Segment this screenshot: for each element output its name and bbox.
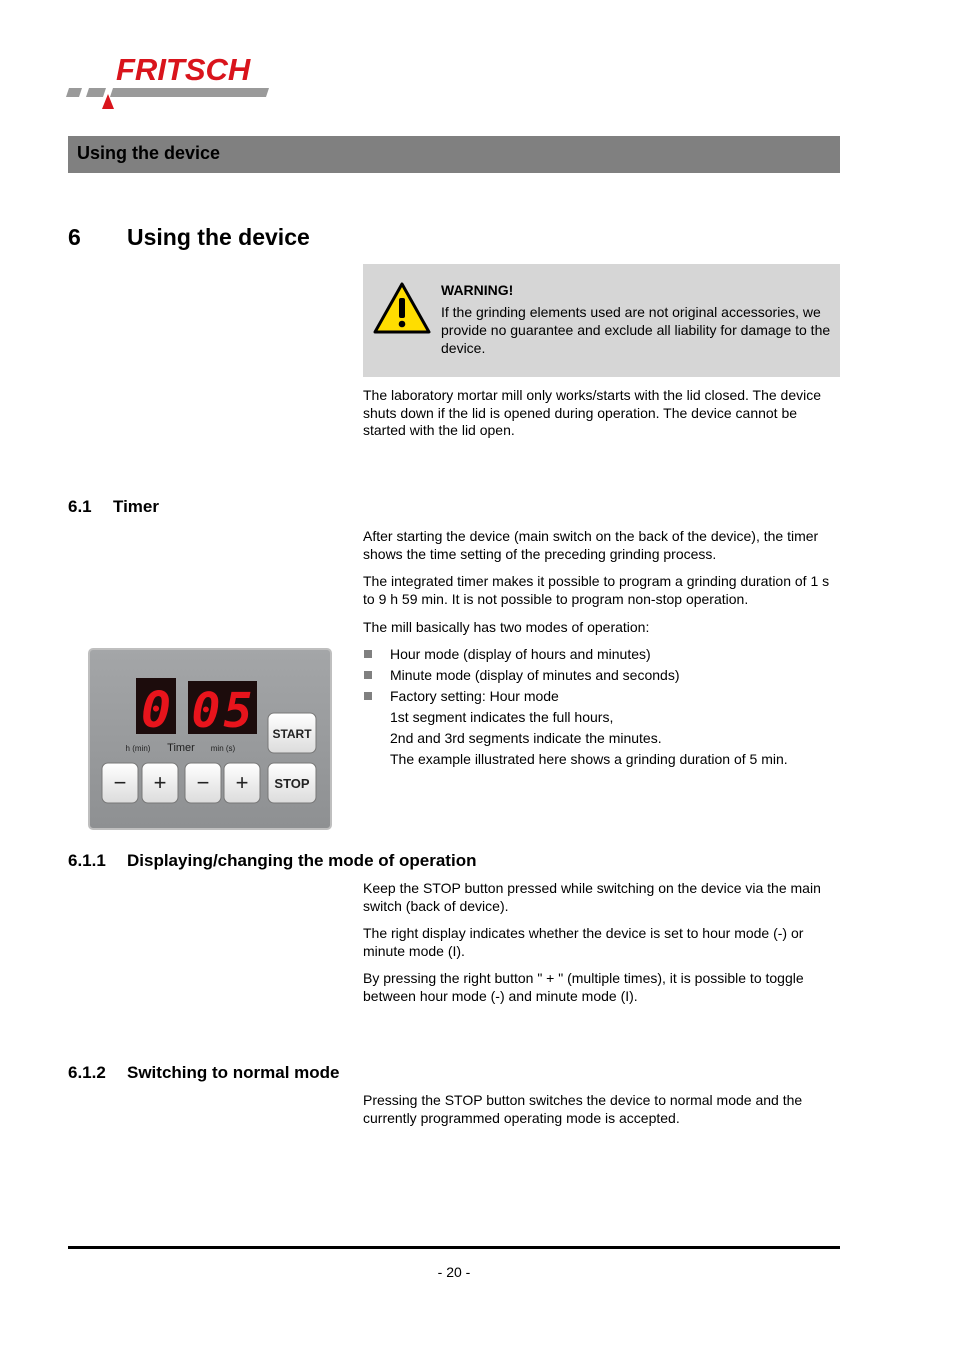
section-normal-heading	[68, 1063, 340, 1083]
section-timer-title: Timer	[113, 497, 159, 516]
svg-text:−: −	[113, 770, 127, 795]
warning-text: If the grinding elements used are not original accessories, we provide no guarantee and exclude all liability for damage to the device.	[441, 304, 831, 356]
page-number: - 20 -	[437, 1264, 471, 1280]
svg-text:+: +	[235, 770, 249, 795]
section-mode-title: Displaying/changing the mode of operation	[127, 851, 477, 870]
list-subitem: 2nd and 3rd segments indicate the minutes.	[390, 730, 662, 746]
bullet-square-icon	[364, 671, 372, 679]
stop-button	[268, 763, 316, 803]
svg-text:−: −	[196, 770, 210, 795]
list-subitem: The example illustrated here shows a grinding duration of 5 min.	[390, 751, 788, 767]
chapter-heading	[68, 224, 310, 251]
section-mode-number: 6.1.1	[68, 851, 106, 870]
section-timer-heading	[68, 497, 159, 517]
hours-minus-button	[102, 763, 138, 803]
timer-paragraph-2: The integrated timer makes it possible to program a grinding duration of 1 s to 9 h 59 min. It is not possible to program non-stop operation.	[363, 573, 830, 607]
header-title: Using the device	[77, 143, 221, 163]
minutes-plus-button	[224, 763, 260, 803]
warning-title: WARNING!	[441, 282, 514, 298]
warning-box	[363, 264, 840, 377]
list-item: Hour mode (display of hours and minutes)	[363, 646, 841, 667]
led-digit-tens: 0	[191, 683, 221, 739]
section-normal-title: Switching to normal mode	[127, 1063, 340, 1082]
start-button	[268, 713, 316, 753]
normal-paragraph-1: Pressing the STOP button switches the device to normal mode and the currently programmed operating mode is accepted.	[363, 1092, 803, 1126]
led-digit-units: 5	[223, 683, 253, 739]
led-digit-hours: 0	[140, 681, 172, 739]
minutes-minus-button	[185, 763, 221, 803]
fritsch-logo	[66, 50, 286, 112]
list-item: Factory setting: Hour mode	[363, 688, 841, 709]
mode-paragraph-2: The right display indicates whether the device is set to hour mode (-) or minute mode (I).	[363, 925, 804, 959]
operation-mode-list	[363, 646, 841, 772]
timer-paragraph-3: The mill basically has two modes of operation:	[363, 619, 650, 635]
footer-divider	[68, 1246, 840, 1249]
list-subitem: 1st segment indicates the full hours,	[390, 709, 614, 725]
svg-text:START: START	[272, 727, 312, 741]
label-hours: h (min)	[125, 744, 151, 753]
logo-text: FRITSCH	[116, 52, 251, 87]
section-header-bar	[68, 136, 840, 173]
timer-control-panel-image	[88, 648, 332, 830]
hours-plus-button	[142, 763, 178, 803]
chapter-title: Using the device	[127, 224, 310, 250]
intro-paragraph: The laboratory mortar mill only works/starts with the lid closed. The device shuts down if the lid is opened during operation. The device cannot be started with the lid open.	[363, 387, 822, 438]
led-display	[136, 678, 257, 739]
section-mode-heading	[68, 851, 476, 871]
bullet-square-icon	[364, 650, 372, 658]
warning-triangle-icon	[372, 281, 432, 335]
label-timer: Timer	[167, 742, 195, 754]
bullet-square-icon	[364, 692, 372, 700]
svg-text:+: +	[153, 770, 167, 795]
timer-paragraph-1: After starting the device (main switch on the back of the device), the timer shows the time setting of the preceding grinding process.	[363, 528, 819, 562]
section-timer-number: 6.1	[68, 497, 92, 516]
svg-text:STOP: STOP	[274, 776, 310, 791]
list-item: Minute mode (display of minutes and seconds)	[363, 667, 841, 688]
section-normal-number: 6.1.2	[68, 1063, 106, 1082]
mode-paragraph-3: By pressing the right button " + " (multiple times), it is possible to toggle between hour mode (-) and minute mode (I).	[363, 970, 804, 1004]
mode-paragraph-1: Keep the STOP button pressed while switching on the device via the main switch (back of device).	[363, 880, 821, 914]
label-minutes: min (s)	[210, 744, 236, 753]
chapter-number: 6	[68, 224, 81, 250]
